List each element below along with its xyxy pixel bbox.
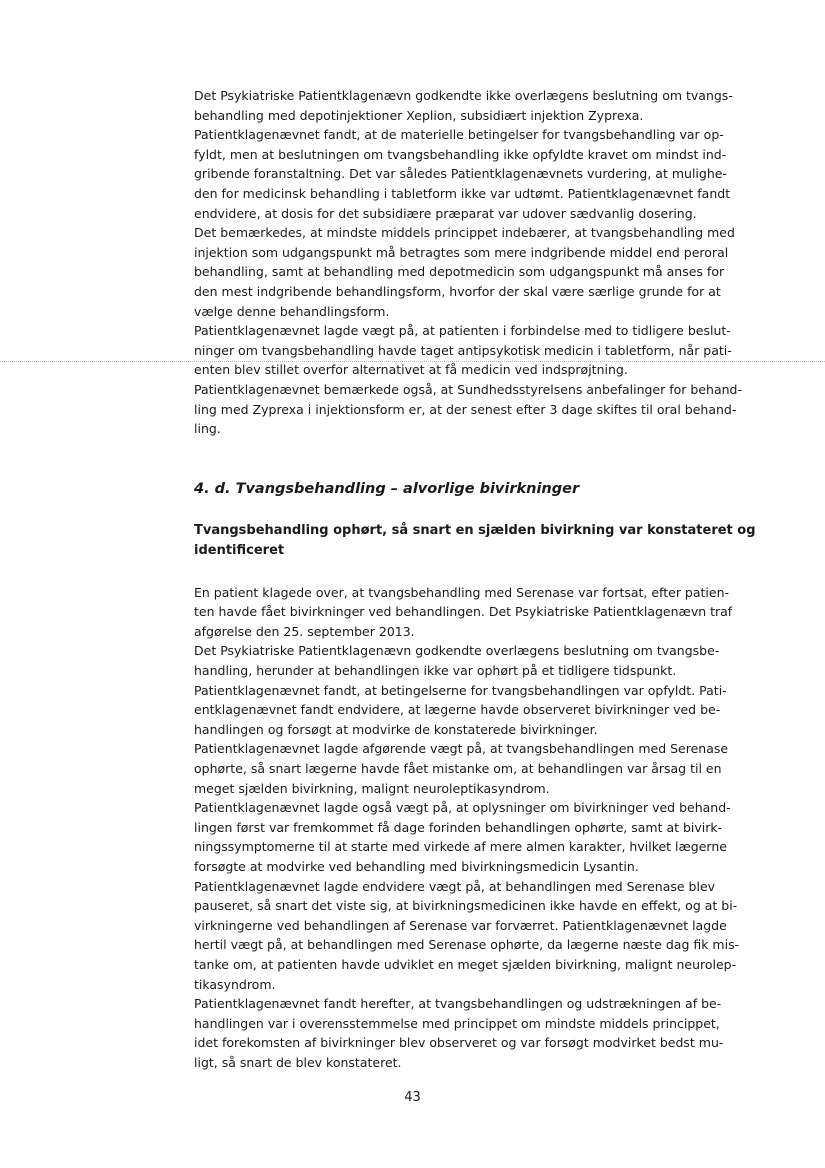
paragraph [194,681,746,740]
text-line: hertil vægt på, at behandlingen med Serenase ophørte, da lægerne næste dag fik mis- [194,937,740,953]
text-line: handlingen var i overensstemmelse med princippet om mindste middels princippet, [194,1015,720,1031]
text-line: ling. [194,421,221,437]
paragraph [194,223,746,321]
subheading-line: identificeret [194,542,285,558]
text-column [194,86,756,1073]
paragraph [194,739,746,798]
paragraph [194,125,746,223]
text-line: pauseret, så snart det viste sig, at bivirkningsmedicinen ikke havde en effekt, og at bi- [194,898,738,914]
paragraph [194,321,746,380]
text-line: fyldt, men at beslutningen om tvangsbehandling ikke opfyldte kravet om mindst ind- [194,146,727,162]
text-line: enten blev stillet overfor alternativet at få medicin ved indsprøjtning. [194,362,628,378]
subheading [194,521,756,561]
paragraph [194,641,746,680]
text-line: ten havde fået bivirkninger ved behandlingen. Det Psykiatriske Patientklagenævn traf [194,604,733,620]
text-line: En patient klagede over, at tvangsbehandling med Serenase var fortsat, efter patien- [194,584,730,600]
text-line: Patientklagenævnet fandt herefter, at tvangsbehandlingen og udstrækningen af be- [194,996,722,1012]
text-line: Patientklagenævnet lagde endvidere vægt på, at behandlingen med Serenase blev [194,878,716,894]
text-line: endvidere, at dosis for det subsidiære præparat var udover sædvanlig dosering. [194,205,697,221]
text-line: ling med Zyprexa i injektionsform er, at der senest efter 3 dage skiftes til oral behand- [194,401,737,417]
text-line: Det Psykiatriske Patientklagenævn godkendte overlægens beslutning om tvangsbe- [194,643,720,659]
text-line: handlingen og forsøgt at modvirke de konstaterede bivirkninger. [194,721,598,737]
text-line: Patientklagenævnet fandt, at de materielle betingelser for tvangsbehandling var op- [194,127,724,143]
text-line: tikasyndrom. [194,976,276,992]
text-line: den for medicinsk behandling i tabletform ikke var udtømt. Patientklagenævnet fandt [194,185,731,201]
paragraph [194,798,746,876]
text-line: behandling, samt at behandling med depotmedicin som udgangspunkt må anses for [194,264,725,280]
text-line: ningssymptomerne til at starte med virkede af mere almen karakter, hvilket lægerne [194,839,727,855]
text-line: behandling med depotinjektioner Xeplion, subsidiært injektion Zyprexa. [194,107,644,123]
text-line: Patientklagenævnet lagde vægt på, at patienten i forbindelse med to tidligere beslut- [194,323,731,339]
paragraph [194,877,746,995]
text-line: ligt, så snart de blev konstateret. [194,1054,402,1070]
subheading-line: Tvangsbehandling ophørt, så snart en sjælden bivirkning var konstateret og [194,522,756,538]
paragraph [194,86,746,125]
spacer [194,561,746,583]
text-line: tanke om, at patienten havde udviklet en meget sjælden bivirkning, malignt neurolep- [194,956,737,972]
text-line: Patientklagenævnet fandt, at betingelserne for tvangsbehandlingen var opfyldt. Pati- [194,682,727,698]
text-line: lingen først var fremkommet få dage forinden behandlingen ophørte, samt at bivirk- [194,819,723,835]
text-line: gribende foranstaltning. Det var således Patientklagenævnets vurdering, at mulighe- [194,166,727,182]
text-line: Patientklagenævnet lagde også vægt på, at oplysninger om bivirkninger ved behand- [194,800,731,816]
text-line: virkningerne ved behandlingen af Serenase var forværret. Patientklagenævnet lagde [194,917,727,933]
intro-section [194,86,746,439]
body-section [194,583,746,1073]
text-line: afgørelse den 25. september 2013. [194,623,415,639]
text-line: entklagenævnet fandt endvidere, at lægerne havde observeret bivirkninger ved be- [194,702,721,718]
page-number: 43 [404,1090,421,1105]
text-line: den mest indgribende behandlingsform, hvorfor der skal være særlige grunde for at [194,283,721,299]
text-line: Det Psykiatriske Patientklagenævn godkendte ikke overlægens beslutning om tvangs- [194,88,733,103]
section-heading: 4. d. Tvangsbehandling – alvorlige bivirkninger [194,480,580,497]
text-line: handling, herunder at behandlingen ikke var ophørt på et tidligere tidspunkt. [194,663,677,679]
text-line: idet forekomsten af bivirkninger blev observeret og var forsøgt modvirket bedst mu- [194,1035,724,1051]
text-line: ophørte, så snart lægerne havde fået mistanke om, at behandlingen var årsag til en [194,761,722,777]
text-line: forsøgte at modvirke ved behandling med bivirkningsmedicin Lysantin. [194,859,639,874]
text-line: injektion som udgangspunkt må betragtes som mere indgribende middel end peroral [194,244,729,260]
paragraph [194,994,746,1072]
text-line: vælge denne behandlingsform. [194,303,390,319]
text-line: meget sjælden bivirkning, malignt neuroleptikasyndrom. [194,780,550,796]
paragraph [194,380,746,439]
text-line: ninger om tvangsbehandling havde taget antipsykotisk medicin i tabletform, når pati- [194,342,732,358]
text-line: Patientklagenævnet lagde afgørende vægt på, at tvangsbehandlingen med Serenase [194,741,729,757]
text-line: Det bemærkedes, at mindste middels princippet indebærer, at tvangsbehandling med [194,225,735,241]
paragraph [194,583,746,642]
text-line: Patientklagenævnet bemærkede også, at Sundhedsstyrelsens anbefalinger for behand- [194,381,742,397]
